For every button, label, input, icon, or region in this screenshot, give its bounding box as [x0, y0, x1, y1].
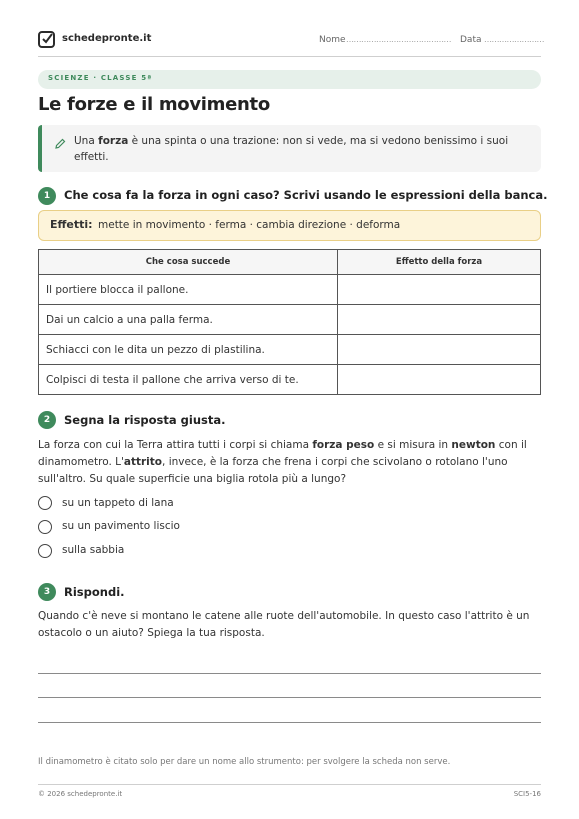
pencil-icon — [54, 135, 66, 154]
name-field[interactable]: …………………………………… — [346, 35, 451, 44]
table-row — [39, 275, 541, 305]
footnote: Il dinamometro è citato solo per dare un nome allo strumento: per svolgere la scheda non serve. — [38, 757, 451, 767]
question-3-number: 3 — [38, 583, 56, 601]
option-radio[interactable] — [38, 496, 52, 510]
answer-cell[interactable] — [338, 275, 541, 305]
logo-check-icon — [38, 31, 55, 48]
date-field[interactable]: …………………… — [484, 35, 544, 44]
sheet-code: SCI5-16 — [513, 790, 541, 798]
word-bank-words: mette in movimento · ferma · cambia direzione · deforma — [98, 219, 401, 231]
option-radio[interactable] — [38, 544, 52, 558]
table-cell: Dai un calcio a una palla ferma. — [39, 305, 338, 335]
answer-cell[interactable] — [338, 305, 541, 335]
table-row — [39, 335, 541, 365]
answer-cell[interactable] — [338, 335, 541, 365]
table-cell: Colpisci di testa il pallone che arriva verso di te. — [39, 365, 338, 395]
option-label: su un pavimento liscio — [62, 520, 180, 532]
page-title: Le forze e il movimento — [38, 94, 270, 115]
definition-text: Una forza è una spinta o una trazione: non si vede, ma si vedono benissimo i suoi effetti. — [74, 135, 509, 163]
name-label: Nome — [319, 35, 346, 45]
table-header: Effetto della forza — [338, 250, 541, 275]
answer-line[interactable] — [38, 722, 541, 723]
table-cell: Il portiere blocca il pallone. — [39, 275, 338, 305]
option-label: sulla sabbia — [62, 544, 125, 556]
definition-accent-bar — [38, 125, 42, 172]
answer-line[interactable] — [38, 673, 541, 674]
table-header: Che cosa succede — [39, 250, 338, 275]
answer-line[interactable] — [38, 697, 541, 698]
footer-divider — [38, 784, 541, 785]
option-label: su un tappeto di lana — [62, 497, 174, 509]
answer-cell[interactable] — [338, 365, 541, 395]
brand-name: schedepronte.it — [62, 33, 152, 44]
question-3-title: Rispondi. — [64, 585, 125, 599]
question-2-title: Segna la risposta giusta. — [64, 413, 226, 427]
copyright: © 2026 schedepronte.it — [38, 790, 123, 798]
word-bank-label: Effetti: — [50, 218, 93, 231]
question-2-text: La forza con cui la Terra attira tutti i corpi si chiama forza peso e si misura in newton con il dinamometro. L'attrito, invece, è la forza che frena i corpi che scivolano o rotolano l'uno sull'altro. Su quale superficie una biglia rotola più a lungo? — [38, 439, 527, 485]
header-divider — [38, 56, 541, 57]
question-1-title: Che cosa fa la forza in ogni caso? Scrivi usando le espressioni della banca. — [64, 188, 548, 202]
effects-table — [38, 249, 541, 395]
question-2-number: 2 — [38, 411, 56, 429]
table-row — [39, 305, 541, 335]
question-3-text: Quando c'è neve si montano le catene alle ruote dell'automobile. In questo caso l'attrito è un ostacolo o un aiuto? Spiega la tua risposta. — [38, 610, 530, 639]
table-row — [39, 365, 541, 395]
date-label: Data — [460, 35, 482, 45]
subject-label: SCIENZE · CLASSE 5ª — [48, 74, 153, 82]
question-1-number: 1 — [38, 187, 56, 205]
table-cell: Schiacci con le dita un pezzo di plastilina. — [39, 335, 338, 365]
option-radio[interactable] — [38, 520, 52, 534]
subject-badge — [38, 70, 541, 89]
